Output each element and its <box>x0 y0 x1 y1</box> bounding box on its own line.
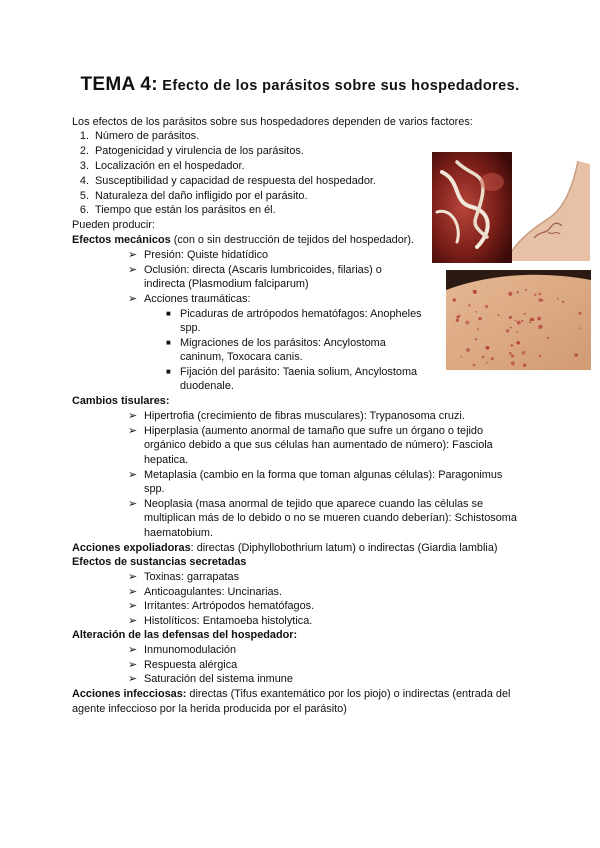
bite-mark <box>516 331 518 333</box>
bite-mark <box>461 356 463 358</box>
bite-mark <box>522 351 526 355</box>
factor-item: 2. Patogenicidad y virulencia de los parásitos. <box>79 145 304 157</box>
bite-mark <box>486 362 488 364</box>
bite-mark <box>473 290 475 292</box>
bite-mark <box>457 315 460 318</box>
defensas-heading: Alteración de las defensas del hospedador: <box>72 629 298 641</box>
factor-item: 5. Naturaleza del daño infligido por el parásito. <box>79 190 308 202</box>
secretadas-item: ➢ Irritantes: Artrópodos hematófagos. <box>128 600 315 612</box>
bite-mark <box>456 319 459 322</box>
defensas-item: ➢ Respuesta alérgica <box>128 659 238 671</box>
bite-mark <box>538 293 541 296</box>
foot-larva-migrans-photo-icon <box>512 156 590 261</box>
defensas-item: ➢ Saturación del sistema inmune <box>128 673 293 685</box>
traumatic-subitem-cont: duodenale. <box>180 380 234 392</box>
pueden-text: Pueden producir: <box>72 219 155 231</box>
traumatic-subitem-cont: spp. <box>180 322 201 334</box>
bite-mark <box>509 352 512 355</box>
tisulares-item-cont: orgánico debido a que sus células han aumentado de número): Fasciola <box>144 439 493 451</box>
bite-mark <box>466 348 470 352</box>
bite-mark <box>547 337 549 339</box>
bite-mark <box>477 328 479 330</box>
factor-item: 4. Susceptibilidad y capacidad de respuesta del hospedador. <box>79 175 376 187</box>
bite-mark <box>534 293 537 296</box>
bite-mark <box>580 327 582 329</box>
tisulares-item: ➢ Hiperplasia (aumento anormal de tamaño que sufre un órgano o tejido <box>128 425 484 437</box>
tisulares-item-cont: haematobium. <box>144 527 214 539</box>
bite-mark <box>506 329 509 332</box>
bite-mark <box>524 313 526 315</box>
secretadas-item: ➢ Histolíticos: Entamoeba histolytica. <box>128 615 313 627</box>
bite-mark <box>525 289 527 291</box>
bite-mark <box>538 298 541 301</box>
bite-mark <box>574 353 578 357</box>
title-tema: TEMA 4: <box>80 74 158 95</box>
tisulares-item: ➢ Hipertrofia (crecimiento de fibras musculares): Trypanosoma cruzi. <box>128 410 465 422</box>
title-subject: Efecto de los parásitos sobre sus hospedadores. <box>157 78 520 94</box>
defensas-item: ➢ Inmunomodulación <box>128 644 237 656</box>
bite-mark <box>529 322 531 324</box>
mecanicos-item: ➢ Oclusión: directa (Ascaris lumbricoides, filarias) o <box>128 264 382 276</box>
bite-mark <box>485 305 489 309</box>
bite-mark <box>517 321 521 325</box>
bite-mark <box>482 356 485 359</box>
factor-item: 1. Número de parásitos. <box>79 130 200 142</box>
mecanicos-item-cont: indirecta (Plasmodium falciparum) <box>144 278 309 290</box>
secretadas-item: ➢ Anticoagulantes: Uncinarias. <box>128 586 283 598</box>
bite-mark <box>468 304 471 307</box>
bite-mark <box>539 355 541 357</box>
bite-mark <box>511 344 513 346</box>
bite-mark <box>562 301 564 303</box>
bite-mark <box>491 357 494 360</box>
infecciosas-line: Acciones infecciosas: directas (Tifus exantemático por los piojo) o indirectas (entrada del <box>72 688 511 700</box>
page-title <box>0 74 600 96</box>
bite-mark <box>511 354 514 357</box>
bite-mark <box>510 327 512 329</box>
bite-mark <box>531 318 535 322</box>
bite-mark <box>537 317 541 321</box>
traumatic-subitem-cont: caninum, Toxocara canis. <box>180 351 303 363</box>
mecanicos-item: ➢ Presión: Quiste hidatídico <box>128 249 269 261</box>
secretadas-heading: Efectos de sustancias secretadas <box>72 556 247 568</box>
skin-bites-photo-icon <box>446 270 591 370</box>
mecanicos-item: ➢ Acciones traumáticas: <box>128 293 251 305</box>
traumatic-subitem: ■ Fijación del parásito: Taenia solium, Ancylostoma <box>166 366 418 378</box>
bite-mark <box>516 341 520 345</box>
bite-mark <box>538 325 542 329</box>
bite-mark <box>517 291 519 293</box>
tisulares-item-cont: spp. <box>144 483 165 495</box>
tisulares-item-cont: hepatica. <box>144 454 189 466</box>
factor-item: 6. Tiempo que están los parásitos en él. <box>79 204 276 216</box>
bite-mark <box>465 321 469 325</box>
expoliadoras-line: Acciones expoliadoras: directas (Diphyllobothrium latum) o indirectas (Giardia lamblia) <box>72 542 498 554</box>
bite-mark <box>473 364 476 367</box>
worms-photo-icon <box>432 152 512 263</box>
traumatic-subitem: ■ Picaduras de artrópodos hematófagos: Anopheles <box>166 308 422 320</box>
bite-mark <box>478 317 481 320</box>
bite-mark <box>498 314 500 316</box>
factor-item: 3. Localización en el hospedador. <box>79 160 245 172</box>
bite-mark <box>515 320 517 322</box>
bite-mark <box>509 316 512 319</box>
bite-mark <box>521 320 523 322</box>
bite-mark <box>508 292 512 296</box>
bite-mark <box>579 312 582 315</box>
secretadas-item: ➢ Toxinas: garrapatas <box>128 571 240 583</box>
bite-mark <box>453 298 456 301</box>
tisulares-item: ➢ Metaplasia (cambio en la forma que toman algunas células): Paragonimus <box>128 469 503 481</box>
tisulares-item-cont: multiplican más de lo debido o no se mueren cuando deberían): Schistosoma <box>144 512 517 524</box>
traumatic-subitem: ■ Migraciones de los parásitos: Ancylostoma <box>166 337 386 349</box>
bite-mark <box>486 346 490 350</box>
bite-mark <box>557 298 559 300</box>
bite-mark <box>511 361 515 365</box>
tisulares-heading: Cambios tisulares: <box>72 395 170 407</box>
bite-mark <box>475 338 477 340</box>
infecciosas-line-2: agente infeccioso por la herida producida por el parásito) <box>72 703 347 715</box>
mecanicos-heading: Efectos mecánicos (con o sin destrucción de tejidos del hospedador). <box>72 234 415 246</box>
intro-text: Los efectos de los parásitos sobre sus hospedadores dependen de varios factores: <box>72 116 473 128</box>
tisulares-item: ➢ Neoplasia (masa anormal de tejido que aparece cuando las células se <box>128 498 484 510</box>
bite-mark <box>475 311 477 313</box>
bite-mark <box>523 364 526 367</box>
